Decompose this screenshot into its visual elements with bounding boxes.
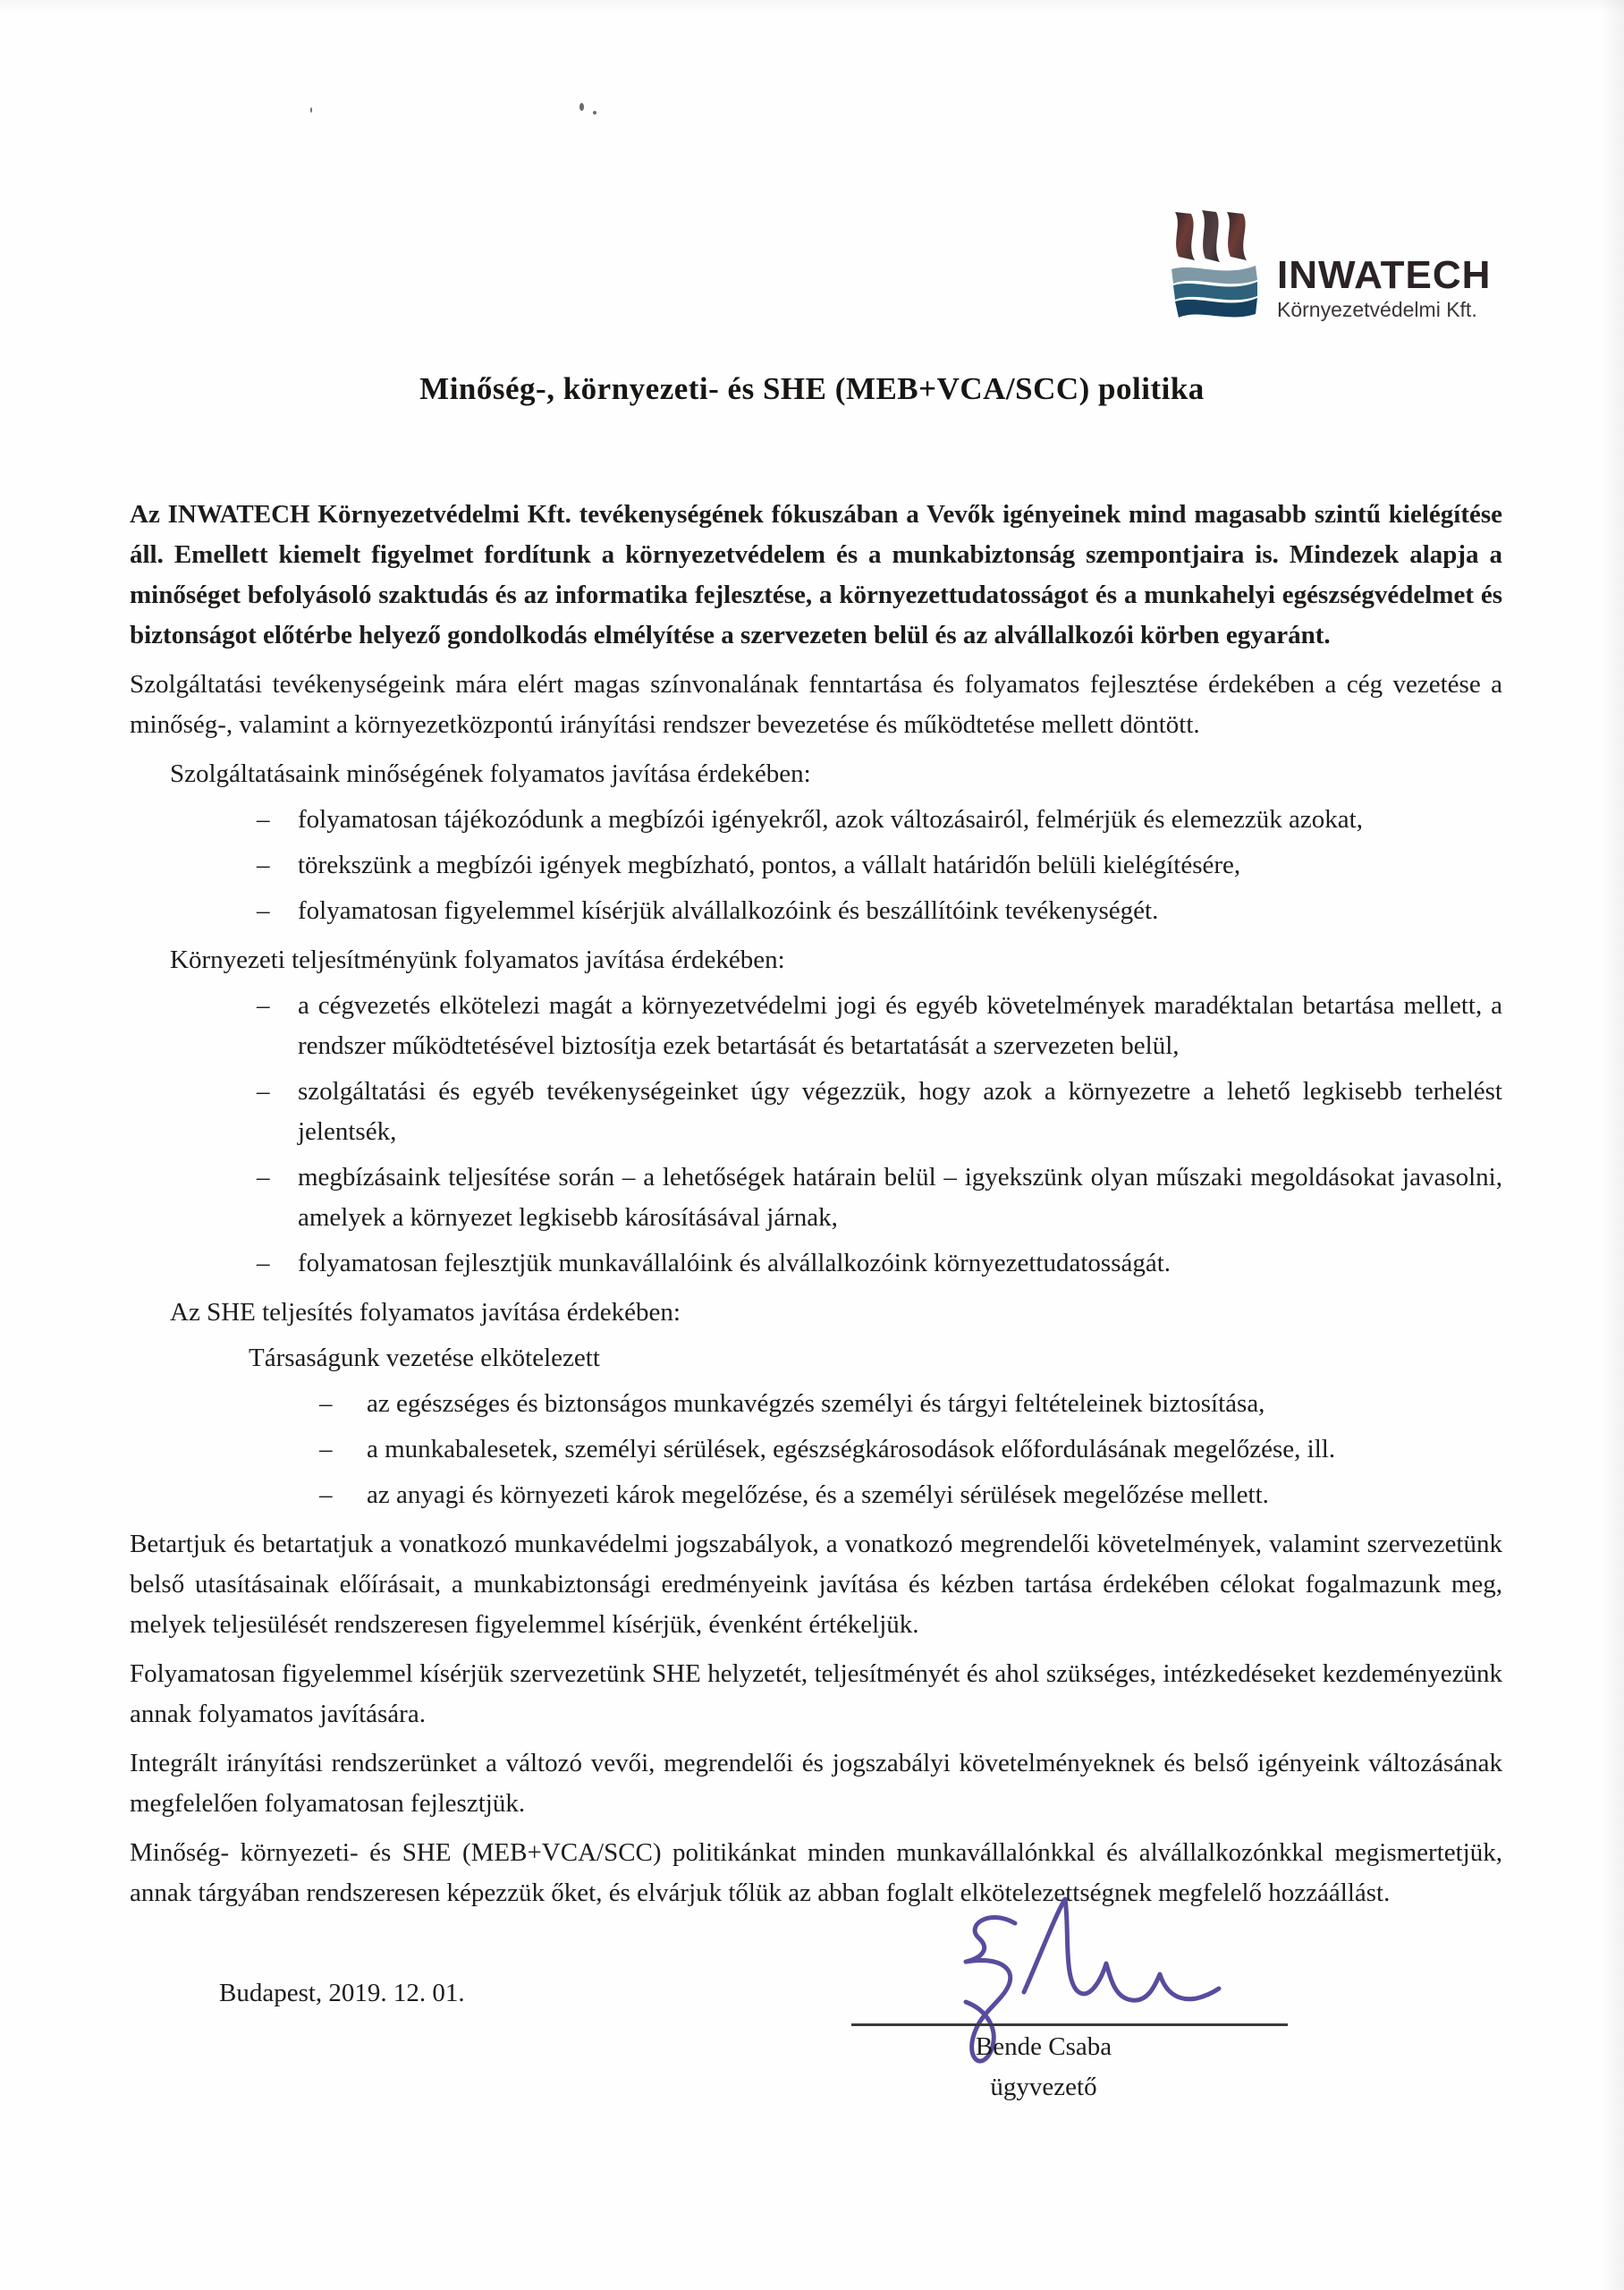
- signer-name: Bende Csaba: [975, 2032, 1112, 2061]
- dash-marker: –: [257, 1249, 270, 1277]
- list-item-text: folyamatosan fejlesztjük munkavállalóink és alvállalkozóink környezettudatosságát.: [298, 1249, 1171, 1277]
- list-item: [130, 800, 1502, 840]
- section-heading-quality: Szolgáltatásaink minőségének folyamatos javítása érdekében:: [170, 759, 811, 788]
- list-item-text: a cégvezetés elkötelezi magát a környezetvédelmi jogi és egyéb követelmények maradéktalan betartása mellett, a rendszer működtetésével biztosítja ezek betartását és betartatását a szervezeten belül,: [298, 991, 1502, 1060]
- list-item-text: megbízásaink teljesítése során – a lehetőségek határain belül – igyekszünk olyan műszaki megoldásokat javasolni, amelyek a környezet legkisebb károsításával járnak,: [298, 1163, 1502, 1232]
- section-heading-she: Az SHE teljesítés folyamatos javítása érdekében:: [170, 1298, 681, 1327]
- list-item-text: törekszünk a megbízói igények megbízható, pontos, a vállalt határidőn belüli kielégítésére,: [298, 851, 1241, 879]
- dash-marker: –: [257, 805, 270, 834]
- list-item: [130, 1429, 1502, 1470]
- list-item: [130, 891, 1502, 931]
- intro-paragraph: Az INWATECH Környezetvédelmi Kft. tevékenységének fókuszában a Vevők igényeinek mind magasabb szintű kielégítése áll. Emellett kiemelt figyelmet fordítunk a környezetvédelem és a munkabiztonság szempontjaira is. Mindezek alapja a minőséget befolyásoló szaktudás és az informatika fejlesztése, a környezettudatosságot és a munkahelyi egészségvédelmet és biztonságot előtérbe helyező gondolkodás elmélyítése a szervezeten belül és az alvállalkozói körben egyaránt.: [130, 500, 1502, 649]
- logo-company-subtitle: Környezetvédelmi Kft.: [1277, 298, 1477, 321]
- compliance-paragraph: Betartjuk és betartatjuk a vonatkozó munkavédelmi jogszabályok, a vonatkozó megrendelői követelmények, valamint szervezetünk belső utasításainak előírásait, a munkabiztonsági eredményeink javítása és kézben tartása érdekében célokat fogalmazunk meg, melyek teljesülését rendszeresen figyelemmel kísérjük, évenként értékeljük.: [130, 1530, 1502, 1639]
- scan-speck: [310, 107, 312, 113]
- scan-edge-shading: [1601, 0, 1624, 2290]
- signature-line: [851, 2023, 1288, 2026]
- dash-marker: –: [257, 896, 270, 925]
- list-item-text: az egészséges és biztonságos munkavégzés személyi és tárgyi feltételeinek biztosítása,: [367, 1389, 1265, 1418]
- list-item-text: a munkabalesetek, személyi sérülések, egészségkárosodások előfordulásának megelőzése, ill.: [367, 1435, 1336, 1463]
- monitoring-paragraph: Folyamatosan figyelemmel kísérjük szervezetünk SHE helyzetét, teljesítményét és ahol szükséges, intézkedéseket kezdeményezünk annak folyamatos javítására.: [130, 1659, 1502, 1728]
- scan-edge-shading: [0, 0, 1624, 13]
- logo-text-block: [1277, 255, 1491, 323]
- inwatech-waves-icon: [1170, 210, 1259, 325]
- list-item: [130, 1158, 1502, 1238]
- list-item-text: szolgáltatási és egyéb tevékenységeinket úgy végezzük, hogy azok a környezetre a lehető legkisebb terhelést jelentsék,: [298, 1077, 1502, 1146]
- list-item: [130, 1243, 1502, 1284]
- she-subheading: Társaságunk vezetése elkötelezett: [249, 1344, 600, 1372]
- logo-company-name: INWATECH: [1277, 253, 1492, 297]
- integrated-system-paragraph: Integrált irányítási rendszerünket a változó vevői, megrendelői és jogszabályi követelményeknek és belső igényeink változásának megfelelően folyamatosan fejlesztjük.: [130, 1749, 1502, 1818]
- dash-marker: –: [319, 1480, 333, 1509]
- list-item: [130, 845, 1502, 886]
- section-heading-environment: Környezeti teljesítményünk folyamatos javítása érdekében:: [170, 946, 785, 974]
- list-item: [130, 1072, 1502, 1152]
- service-paragraph: Szolgáltatási tevékenységeink mára elért magas színvonalának fenntartása és folyamatos fejlesztése érdekében a cég vezetése a minőség-, valamint a környezetközpontú irányítási rendszer bevezetése és működtetése mellett döntött.: [130, 670, 1502, 739]
- list-item: [130, 1475, 1502, 1515]
- document-body: [130, 495, 1502, 1922]
- list-item: [130, 1384, 1502, 1424]
- dash-marker: –: [257, 851, 270, 879]
- page-title: Minőség-, környezeti- és SHE (MEB+VCA/SCC) politika: [419, 371, 1205, 406]
- dash-marker: –: [319, 1389, 333, 1418]
- list-item-text: az anyagi és környezeti károk megelőzése, és a személyi sérülések megelőzése mellett.: [367, 1480, 1269, 1509]
- list-item-text: folyamatosan tájékozódunk a megbízói igényekről, azok változásairól, felmérjük és elemezzük azokat,: [298, 805, 1363, 834]
- dash-marker: –: [257, 991, 270, 1020]
- list-item: [130, 986, 1502, 1066]
- scan-speck: [593, 111, 596, 114]
- policy-communication-paragraph: Minőség- környezeti- és SHE (MEB+VCA/SCC) politikánkat minden munkavállalónkkal és alvállalkozónkkal megismertetjük, annak tárgyában rendszeresen képezzük őket, és elvárjuk tőlük az abban foglalt elkötelezettségnek megfelelő hozzáállást.: [130, 1838, 1502, 1907]
- signer-title: ügyvezető: [990, 2073, 1097, 2101]
- scan-speck: [579, 103, 584, 111]
- dash-marker: –: [319, 1435, 333, 1463]
- list-item-text: folyamatosan figyelemmel kísérjük alvállalkozóink és beszállítóink tevékenységét.: [298, 896, 1159, 925]
- date-line: Budapest, 2019. 12. 01.: [219, 1979, 465, 2007]
- dash-marker: –: [257, 1163, 270, 1192]
- dash-marker: –: [257, 1077, 270, 1106]
- company-logo: [1170, 210, 1491, 325]
